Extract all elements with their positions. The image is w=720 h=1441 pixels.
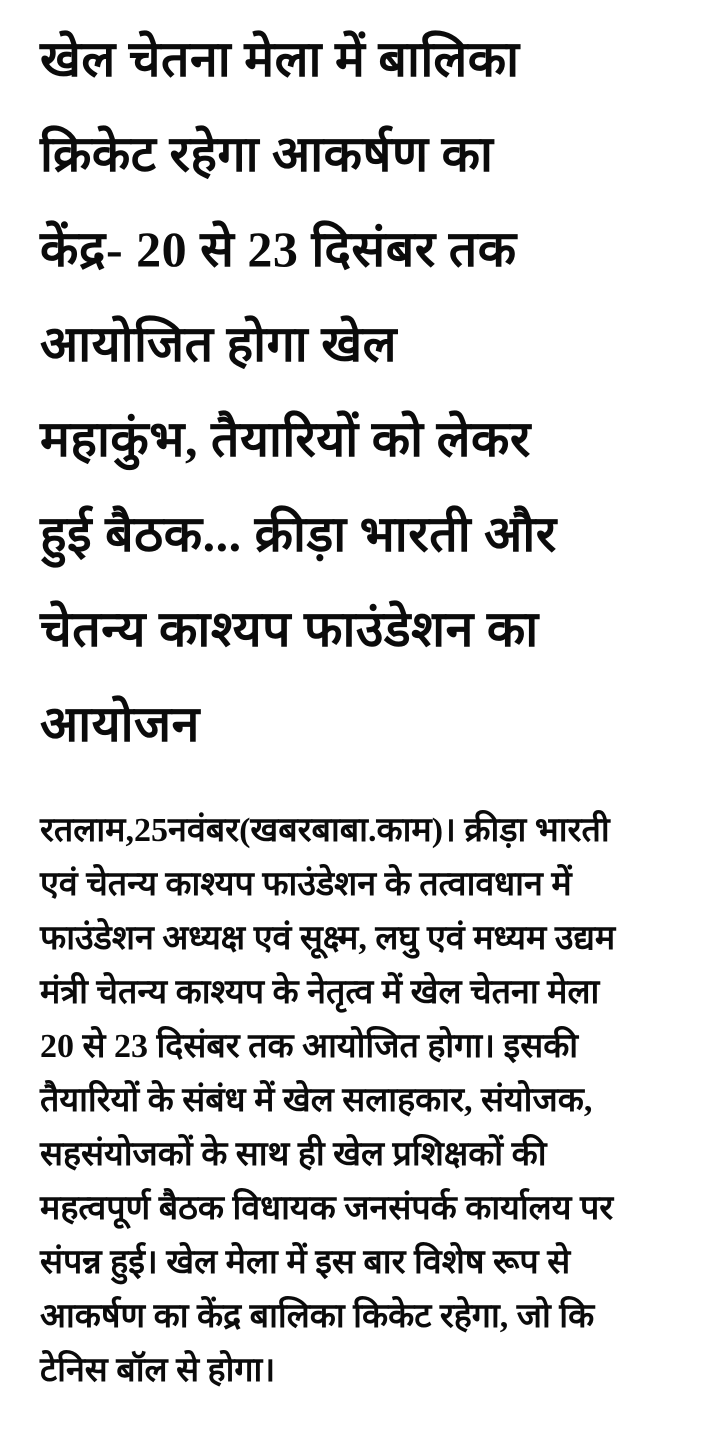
body-line: टेनिस बॉल से होगा।	[40, 1352, 276, 1389]
body-line: रतलाम,25नवंबर(खबरबाबा.काम)। क्रीड़ा भारती	[40, 812, 610, 849]
headline-line: खेल चेतना मेला में बालिका	[40, 31, 520, 87]
body-line: मंत्री चेतन्य काश्यप के नेतृत्व में खेल चेतना मेला	[40, 974, 600, 1011]
headline-line: हुई बैठक... क्रीड़ा भारती और	[40, 506, 557, 562]
body-line: महत्वपूर्ण बैठक विधायक जनसंपर्क कार्यालय पर	[40, 1190, 614, 1227]
body-line: सहसंयोजकों के साथ ही खेल प्रशिक्षकों की	[40, 1136, 547, 1173]
body-line: एवं चेतन्य काश्यप फाउंडेशन के तत्वावधान में	[40, 866, 572, 903]
headline-line: आयोजन	[40, 696, 200, 752]
headline-line: आयोजित होगा खेल	[40, 316, 397, 372]
headline-line: महाकुंभ, तैयारियों को लेकर	[40, 411, 531, 467]
body-line: तैयारियों के संबंध में खेल सलाहकार, संयोजक,	[40, 1082, 593, 1119]
headline-line: क्रिकेट रहेगा आकर्षण का	[40, 126, 494, 182]
article-body	[40, 804, 692, 1398]
headline-line: चेतन्य काश्यप फाउंडेशन का	[40, 601, 539, 657]
headline-line: केंद्र- 20 से 23 दिसंबर तक	[40, 221, 517, 277]
article-headline	[40, 12, 692, 772]
body-line: फाउंडेशन अध्यक्ष एवं सूक्ष्म, लघु एवं मध्यम उद्यम	[40, 920, 616, 957]
body-line: आकर्षण का केंद्र बालिका किकेट रहेगा, जो कि	[40, 1298, 595, 1335]
body-line: 20 से 23 दिसंबर तक आयोजित होगा। इसकी	[40, 1028, 579, 1065]
body-line: संपन्न हुई। खेल मेला में इस बार विशेष रूप से	[40, 1244, 571, 1281]
